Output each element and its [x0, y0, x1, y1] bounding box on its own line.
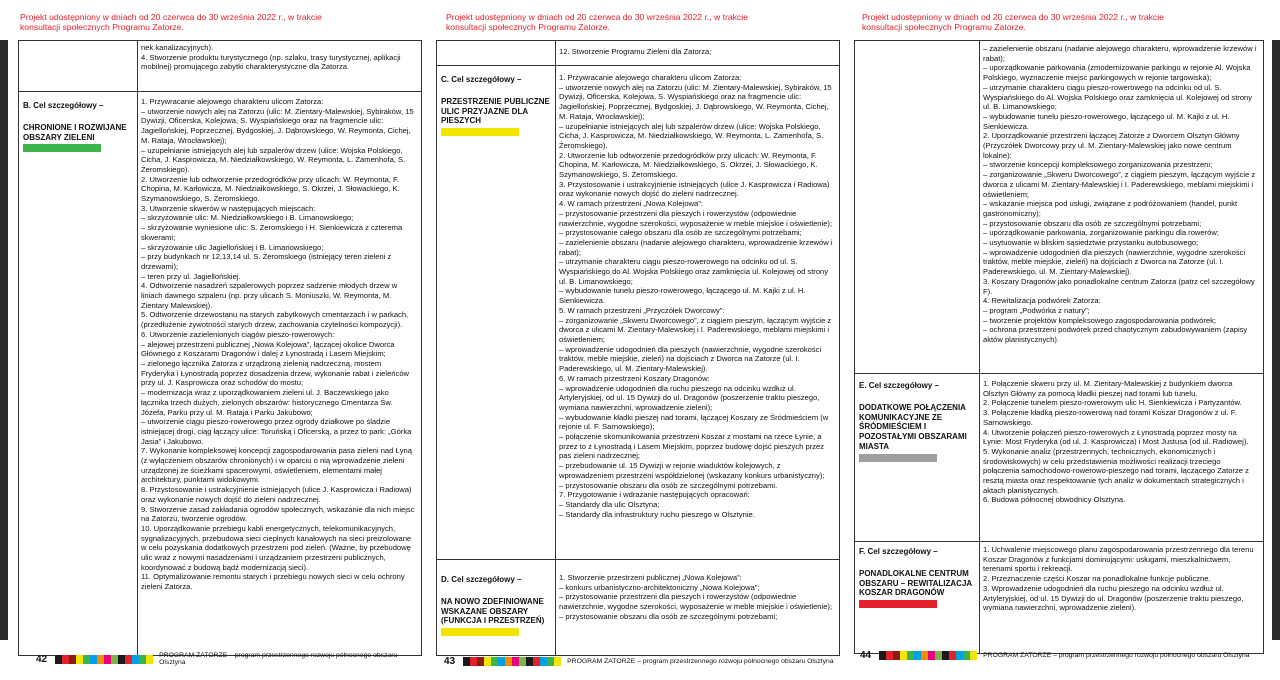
color-swatch [463, 657, 470, 666]
goal-c-cell [441, 75, 553, 136]
color-swatch [963, 651, 970, 660]
color-swatch [907, 651, 914, 660]
goal-e-name: DODATKOWE POŁĄCZENIA KOMUNIKACYJNE ZE ŚRÓDMIEŚCIEM I POZOSTAŁYMI OBSZARAMI MIASTA [859, 402, 967, 451]
color-swatch [484, 657, 491, 666]
color-swatch [477, 657, 484, 666]
green-marker [23, 144, 101, 152]
color-swatch [125, 655, 132, 664]
color-swatch [935, 651, 942, 660]
color-swatch [69, 655, 76, 664]
page-number: 43 [444, 656, 456, 667]
footer [444, 656, 834, 667]
page-edge-left [0, 40, 8, 640]
goal-e-title: E. Cel szczegółowy – [859, 381, 940, 390]
goal-f-title: F. Cel szczegółowy – [859, 547, 938, 556]
page-number: 44 [860, 650, 872, 661]
color-bar [463, 657, 561, 666]
color-swatch [540, 657, 547, 666]
color-swatch [498, 657, 505, 666]
yellow-marker [441, 128, 519, 136]
color-swatch [470, 657, 477, 666]
color-swatch [55, 655, 62, 664]
color-swatch [90, 655, 97, 664]
color-swatch [533, 657, 540, 666]
goals-table [854, 40, 1264, 654]
page-43 [432, 0, 842, 680]
header-note: Projekt udostępniony w dniach od 20 czerwca do 30 września 2022 r., w trakcie konsultacji społecznych Programu Zatorze. [446, 12, 748, 32]
goal-d-title: D. Cel szczegółowy – [441, 575, 522, 584]
yellow-marker [441, 628, 519, 636]
grey-marker [859, 454, 937, 462]
top-cell: 12. Stworzenie Programu Zieleni dla Zatorza; [559, 47, 712, 56]
color-swatch [914, 651, 921, 660]
page-edge-right [1272, 40, 1280, 640]
page-44 [852, 0, 1272, 680]
page-42 [12, 0, 420, 680]
color-swatch [921, 651, 928, 660]
color-swatch [942, 651, 949, 660]
goal-c-content: 1. Przywracanie alejowego charakteru ulicom Zatorza: – utworzenie nowych alej na Zatorzu (ulic: M. Zientary-Malewskiej, Sybiraków, 15 Dywizji, Oficerska, Kolejowa, S. Wyspiańskiego oraz na fragmencie ulic: Jagiellońskiej, Poprzecznej, Bydgoskiej, J. Dąbrowskiego, W. Reymonta, Cichej, M. Rataja, Wrocławskiej); – uzupełnianie istniejących alej lub szpalerów drzew (ulice: Wojska Polskiego, Cicha, J. Kasprowicza, M. Niedziałkowskiego, W. Reymonta, L. Zamenhofa, S. Żeromskiego). 2. Utworzenie lub odtworzenie przedogródków przy ulicach: W. Reymonta, F. Chopina, M. Karłowicza, M. Niedziałkowskiego, S. Okrzei, J. Słowackiego, K. Szymanowskiego, S. Żeromskiego. 3. Przystosowanie i ustrakcyjnienie istniejących (ulice J. Kasprowicza i Radiowa) oraz wykonanie nowych dojść do zieleni nadrzecznej. 4. W ramach przestrzeni „Nowa Kolejowa”: – przystosowanie przestrzeni dla pieszych i rowerzystów (odpowiednie nawierzchnie, wygodne szerokości, wyposażenie w meble miejskie i oświetlenie); – przystosowanie całego obszaru dla osób ze szczególnymi potrzebami; – zazielenienie obszaru (nadanie alejowego charakteru, wprowadzenie krzewów i rabat); – utrzymanie charakteru ciągu pieszo-rowerowego na odcinku od ul. S. Wyspiańskiego do Al. Wojska Polskiego oraz zamknięcia ul. Kolejowej od strony ul. B. Limanowskiego; – wybudowanie tunelu pieszo-rowerowego, łączącego ul. M. Kajki z ul. H. Sienkiewicza. 5. W ramach przestrzeni „Przyczółek Dworcowy”: – zorganizowanie „Skweru Dworcowego”, z ciągiem pieszym, łączącym wyjście z dworca z ulicami M. Zientary-Malewskiej i I. Paderewskiego, meblami miejskimi i oświetleniem; – wprowadzenie udogodnień dla pieszych (nawierzchnie, wygodne szerokości traktów, meble miejskie, zieleń) na dojściach z Dworca na Zatorze (ul. I. Paderewskiego, ul. M. Zientary-Malewskiej). 6. W ramach przestrzeni Koszary Dragonów: – wprowadzenie udogodnień dla ruchu pieszego na odcinku wzdłuż ul. Artyleryjskiej, od ul. 15 Dywizji do ul. Dragonów (poszerzenie traktu pieszego, wymiana nawierzchni, wprowadzenie zieleni); – wybudowanie kładki pieszej nad torami, łączącej Koszary ze Śródmieściem (w rejonie ul. F. Sarnowskiego); – połączenie skomunikowania przestrzeni Koszar z mostami na rzece Łynie, a przez to z Łynostradą i Lasem Miejskim, poprzez budowę dojść pieszych przez pas zieleni nadrzecznej; – przebudowanie ul. 15 Dywizji w rejonie wiaduktów kolejowych, z wprowadzeniem przestrzeni współdzielonej (wskazany konkurs urbanistyczny); – przystosowanie obszaru dla osób ze szczególnymi potrzebami. 7. Przygotowanie i wdrażanie następujących opracowań: – Standardy dla ulic Olsztyna; – Standardy dla infrastruktury ruchu pieszego w Olsztynie. [559, 73, 833, 519]
color-swatch [886, 651, 893, 660]
color-swatch [512, 657, 519, 666]
color-bar [879, 651, 977, 660]
color-bar [55, 655, 153, 664]
top-cell: – zazielenienie obszaru (nadanie alejowego charakteru, wprowadzenie krzewów i rabat); – uporządkowanie parkowania (zmodernizowanie parkingu w rejonie Al. Wojska Polskiego, wyznaczenie miejsc parkingowych w rejonie targowiska); – utrzymanie charakteru ciągu pieszo-rowerowego na odcinku od ul. S. Wyspiańskiego do Al. Wojska Polskiego oraz zamknięcia ul. Kolejowej od strony ul. B. Limanowskiego; – wybudowanie tunelu pieszo-rowerowego, łączącego ul. M. Kajki z ul. H. Sienkiewicza. 2. Uporządkowanie przestrzeni łączącej Zatorze z Dworcem Olsztyn Główny (Przyczółek Dworcowy przy ul. M. Zientary-Malewskiej jako nowe centrum lokalne): – stworzenie koncepcji kompleksowego zorganizowania przestrzeni; – zorganizowanie „Skweru Dworcowego”, z ciągiem pieszym, łączącym wyjście z dworca z ulicami M. Zientary-Malewskiej i I. Paderewskiego, meblami miejskimi i oświetleniem; – wskazanie miejsca pod usługi, związane z podróżowaniem (handel, punkt gastronomiczny); – przystosowanie obszaru dla osób ze szczególnymi potrzebami; – uporządkowanie parkowania, zorganizowanie parkingu dla rowerów; – usytuowanie w bliskim sąsiedztwie przystanku autobusowego; – wprowadzenie udogodnień dla pieszych (nawierzchnie, wygodne szerokości traktów, meble miejskie, zieleń) na dojściach z Dworca na Zatorze (ul. I. Paderewskiego, ul. M. Zientary-Malewskiej). 3. Koszary Dragonów jako ponadlokalne centrum Zatorza (patrz cel szczegółowy F). 4. Rewitalizacja podwórek Zatorza: – program „Podwórka z natury”; – tworzenie projektów kompleksowego zagospodarowania podwórek; – ochrona przestrzeni podwórek przed chaotycznym zabudowywaniem (zapisy aktów planistycznych). [983, 44, 1257, 345]
color-swatch [970, 651, 977, 660]
goal-b-content: 1. Przywracanie alejowego charakteru ulicom Zatorza: – utworzenie nowych alej na Zatorzu (ulic: M. Zientary-Malewskiej, Sybiraków, 15 Dywizji, Oficerska, Kolejowa, S. Wyspiańskiego oraz na fragmencie ulic: Jagiellońskiej, Poprzecznej, Bydgoskiej, J. Dąbrowskiego, W. Reymonta, Cichej, M. Rataja, Wrocławskiej); – uzupełnianie istniejących alej lub szpalerów drzew (ulice: Wojska Polskiego, Cicha, J. Kasprowicza, M. Niedziałkowskiego, W. Reymonta, L. Zamenhofa, S. Żeromskiego). 2. Utworzenie lub odtworzenie przedogródków przy ulicach: W. Reymonta, F. Chopina, M. Karłowicza, M. Niedziałkowskiego, S. Okrzei, J. Słowackiego, K. Szymanowskiego, S. Żeromskiego. 3. Utworzenie skwerów w następujących miejscach: – skrzyżowanie ulic: M. Niedziałkowskiego i B. Limanowskiego; – skrzyżowanie wyniesione ulic: S. Żeromskiego i H. Sienkiewicza z czterema skwerami; – skrzyżowanie ulic Jagiellońskiej i B. Limanowskiego; – przy budynkach nr 12,13,14 ul. S. Żeromskiego (istniejący teren zieleni z drzewami); – teren przy ul. Jagiellońskiej. 4. Odtworzenie nasadzeń szpalerowych poprzez sadzenie młodych drzew w liniach dawnego szpaleru (np. przy ulicach S. Moniuszki, W. Reymonta, M. Zientary Malewskiej). 5. Odtworzenie drzewostanu na starych zabytkowych cmentarzach i w parkach, (przedłużenie żywotności starych drzew, zachowania czytelności kompozycji). 6. Utworzenie zazielenionych ciągów pieszo-rowerowych: – alejowej przestrzeni publicznej „Nowa Kolejowa”, łączącej okolice Dworca Głównego z Koszarami Dragonów i dalej z Łynostradą i Lasem Miejskim; – zielonego łącznika Zatorza z urządzoną zielenią nadrzeczną, mostem Fryderyka i Łynostradą poprzez dosadzenia drzew, wykonanie rabat i zieleńców przy ul. J. Kasprowicza oraz schodów do mostu; – modernizacja wraz z uporządkowaniem zieleni ul. J. Baczewskiego jako łącznika trzech dużych, zielonych obszarów: historycznego Cmentarza Św. Józefa, Parku przy ul. M. Rataja i Parku Jakubowo; – utworzenie ciągu pieszo-rowerowego przez ogrody działkowe po śladzie istniejącej drogi, ciąg łączący ulice: Toruńską i Oficerską, a przez to park: „Górka Jasia” i Jakubowo. 7. Wykonanie kompleksowej koncepcji zagospodarowania pasa zieleni nad Łyną (z wyłączeniem obszarów chronionych) i w oparciu o nią wprowadzenie zieleni urządzonej ze ścieżkami spacerowymi, oświetleniem, elementami małej architektury, punktami widokowymi. 8. Przystosowanie i ustrakcyjnienie istniejących (ulice J. Kasprowicza i Radiowa) oraz wykonanie nowych dojść do zieleni nadrzecznej. 9. Stworzenie zasad zakładania ogrodów społecznych, wskazanie dla nich miejsc na Zatorzu, tworzenie ogrodów. 10. Uporządkowanie przebiegu kabli energetycznych, telekomunikacyjnych, sygnalizacyjnych, przebudowa sieci cieplnych kanałowych na sieci preizolowane w celu pozyskania dodatkowych przestrzeni pod zieleń. (Ważne, by przebudowę ulic wraz z nowymi nasadzeniami i urządzaniem przestrzeni publicznych, koordynować z budową bądź modernizacją sieci). 11. Optymalizowanie remontu starych i przebiegu nowych sieci w celu ochrony zieleni Zatorza. [141, 97, 415, 592]
goal-f-cell [859, 547, 975, 608]
color-swatch [104, 655, 111, 664]
color-swatch [949, 651, 956, 660]
top-cell: nek kanalizacyjnych). 4. Stworzenie produktu turystycznego (np. szlaku, trasy turystycznej, aplikacji mobilnej) promującego zabytki charakterystyczne dla Zatorza. [141, 43, 401, 72]
color-swatch [547, 657, 554, 666]
footer-text: PROGRAM ZATORZE – program przestrzennego rozwoju północnego obszaru Olsztyna [983, 652, 1250, 659]
color-swatch [132, 655, 139, 664]
color-swatch [879, 651, 886, 660]
color-swatch [519, 657, 526, 666]
goals-table [436, 40, 840, 656]
color-swatch [97, 655, 104, 664]
goal-d-name: NA NOWO ZDEFINIOWANE WSKAZANE OBSZARY (FUNKCJA I PRZESTRZEŃ) [441, 596, 545, 626]
red-marker [859, 600, 937, 608]
color-swatch [526, 657, 533, 666]
color-swatch [111, 655, 118, 664]
header-note: Projekt udostępniony w dniach od 20 czerwca do 30 września 2022 r., w trakcie konsultacji społecznych Programu Zatorze. [862, 12, 1164, 32]
color-swatch [900, 651, 907, 660]
color-swatch [893, 651, 900, 660]
color-swatch [139, 655, 146, 664]
color-swatch [146, 655, 153, 664]
goal-d-cell [441, 575, 553, 636]
goal-c-name: PRZESTRZENIE PUBLICZNE ULIC PRZYJAZNE DLA PIESZYCH [441, 96, 550, 126]
header-note: Projekt udostępniony w dniach od 20 czerwca do 30 września 2022 r., w trakcie konsultacji społecznych Programu Zatorze. [20, 12, 322, 32]
goal-e-content: 1. Połączenie skweru przy ul. M. Zientary-Malewskiej z budynkiem dworca Olsztyn Główny za pomocą kładki pieszej nad torami lub tunelu. 2. Połączenie tunelem pieszo-rowerowym ulic H. Sienkiewicza i Partyzantów. 3. Połączenie kładką pieszo-rowerową nad torami Koszar Dragonów z ul. F. Sarnowskiego. 4. Utworzenie połączeń pieszo-rowerowych z Łynostradą poprzez mosty na Łynie: Most Fryderyka (od ul. J. Kasprowicza) i Most Justusa (od ul. Radiowej). 5. Wykonanie analiz (przestrzennych, technicznych, ekonomicznych i środowiskowych) w celu przedstawienia możliwości realizacji trzeciego połączenia samochodowo-rowerowo-pieszego nad torami, łączącego Zatorze z resztą miasta oraz respektowanie tych analiz w dokumentach strategicznych i aktach planistycznych. 6. Budowa północnej obwodnicy Olsztyna. [983, 379, 1249, 505]
color-swatch [554, 657, 561, 666]
color-swatch [118, 655, 125, 664]
footer [36, 652, 420, 666]
color-swatch [83, 655, 90, 664]
goal-b-name: CHRONIONE I ROZWIJANE OBSZARY ZIELENI [23, 122, 127, 142]
color-swatch [956, 651, 963, 660]
color-swatch [491, 657, 498, 666]
goals-table [18, 40, 422, 656]
goal-f-content: 1. Uchwalenie miejscowego planu zagospodarowania przestrzennego dla terenu Koszar Dragonów z funkcjami dominującymi: usługami, mieszkalnictwem, terenami sportu i rekreacji. 2. Przeznaczenie części Koszar na ponadlokalne funkcje publiczne. 3. Wprowadzenie udogodnień dla ruchu pieszego na odcinku wzdłuż ul. Artyleryjskiej, od ul. 15 Dywizji do ul. Dragonów (poszerzenie traktu pieszego, wymiana nawierzchni, wprowadzenie zieleni). [983, 545, 1254, 613]
goal-e-cell [859, 381, 975, 462]
goal-d-content: 1. Stworzenie przestrzeni publicznej „Nowa Kolejowa”: – konkurs urbanistyczno-architektoniczny „Nowa Kolejowa”; – przystosowanie przestrzeni dla pieszych i rowerzystów (odpowiednie nawierzchnie, wygodne szerokości, wyposażenie w meble miejskie i oświetlenie); – przystosowanie obszaru dla osób ze szczególnymi potrzebami; [559, 573, 833, 621]
color-swatch [928, 651, 935, 660]
color-swatch [76, 655, 83, 664]
goal-c-title: C. Cel szczegółowy – [441, 75, 522, 84]
color-swatch [505, 657, 512, 666]
footer [860, 650, 1250, 661]
page-number: 42 [36, 653, 48, 665]
footer-text: PROGRAM ZATORZE – program przestrzennego rozwoju północnego obszaru Olsztyna [159, 652, 398, 666]
goal-f-name: PONADLOKALNE CENTRUM OBSZARU – REWITALIZACJA KOSZAR DRAGONÓW [859, 568, 972, 598]
color-swatch [62, 655, 69, 664]
goal-b-cell [23, 101, 133, 152]
footer-text: PROGRAM ZATORZE – program przestrzennego rozwoju północnego obszaru Olsztyna [567, 658, 834, 665]
goal-b-title: B. Cel szczegółowy – [23, 101, 104, 110]
